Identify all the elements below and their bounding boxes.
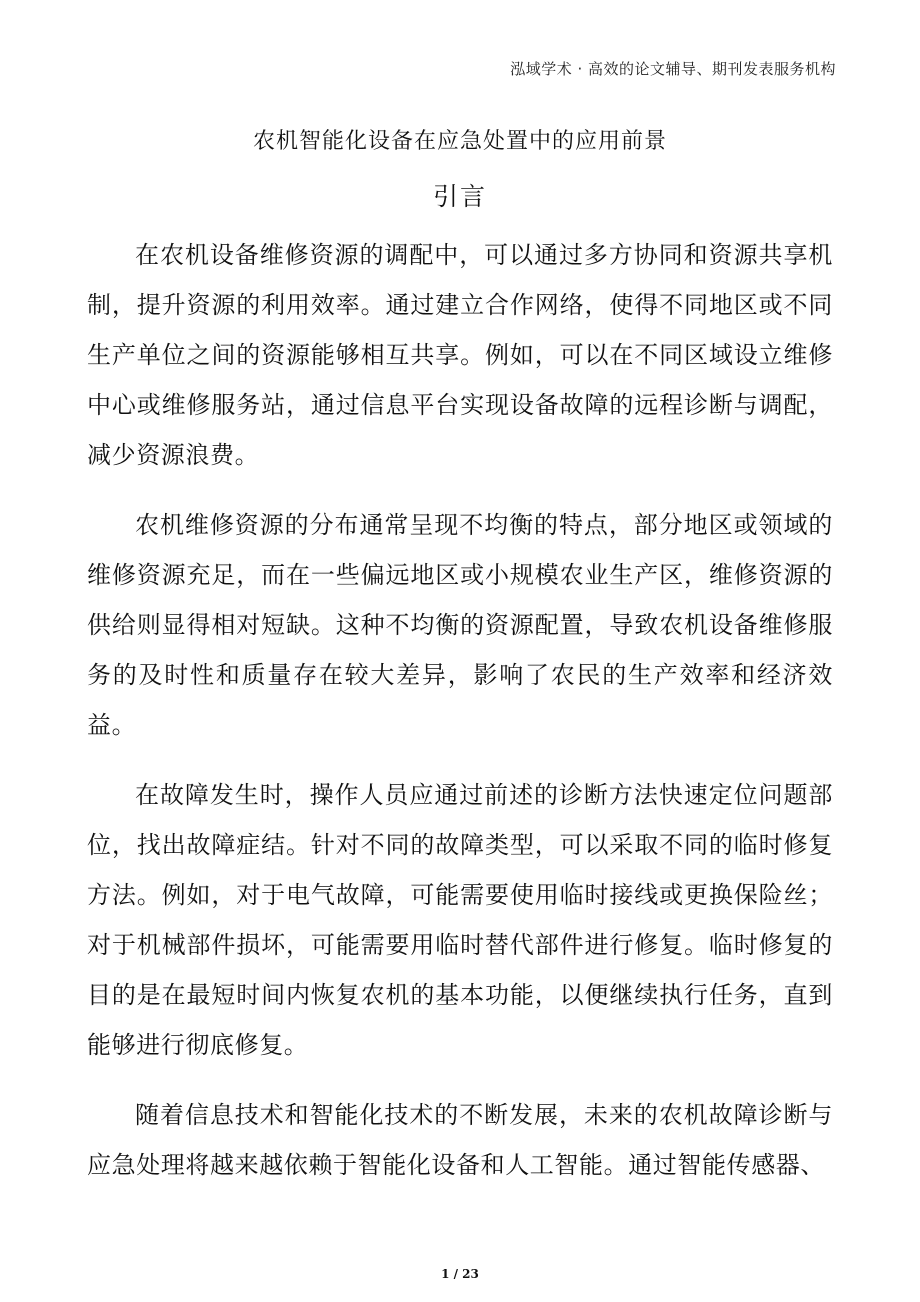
section-heading: 引言 [432, 182, 487, 211]
paragraph: 农机维修资源的分布通常呈现不均衡的特点，部分地区或领域的维修资源充足，而在一些偏远地区或小规模农业生产区，维修资源的供给则显得相对短缺。这种不均衡的资源配置，导致农机设备维修服务的及时性和质量存在较大差异，影响了农民的生产效率和经济效益。 [87, 511, 833, 739]
paragraph: 在农机设备维修资源的调配中，可以通过多方协同和资源共享机制，提升资源的利用效率。通过建立合作网络，使得不同地区或不同生产单位之间的资源能够相互共享。例如，可以在不同区域设立维修中心或维修服务站，通过信息平台实现设备故障的远程诊断与调配，减少资源浪费。 [87, 241, 833, 469]
document-body [87, 230, 833, 1210]
paragraph: 随着信息技术和智能化技术的不断发展，未来的农机故障诊断与应急处理将越来越依赖于智能化设备和人工智能。通过智能传感器、 [87, 1101, 833, 1179]
page-number: 1 / 23 [441, 1267, 479, 1281]
header-text: 泓域学术 · 高效的论文辅导、期刊发表服务机构 [510, 60, 836, 78]
paragraph: 在故障发生时，操作人员应通过前述的诊断方法快速定位问题部位，找出故障症结。针对不同的故障类型，可以采取不同的临时修复方法。例如，对于电气故障，可能需要使用临时接线或更换保险丝；对于机械部件损坏，可能需要用临时替代部件进行修复。临时修复的目的是在最短时间内恢复农机的基本功能，以便继续执行任务，直到能够进行彻底修复。 [87, 781, 833, 1059]
document-title: 农机智能化设备在应急处置中的应用前景 [252, 129, 667, 154]
